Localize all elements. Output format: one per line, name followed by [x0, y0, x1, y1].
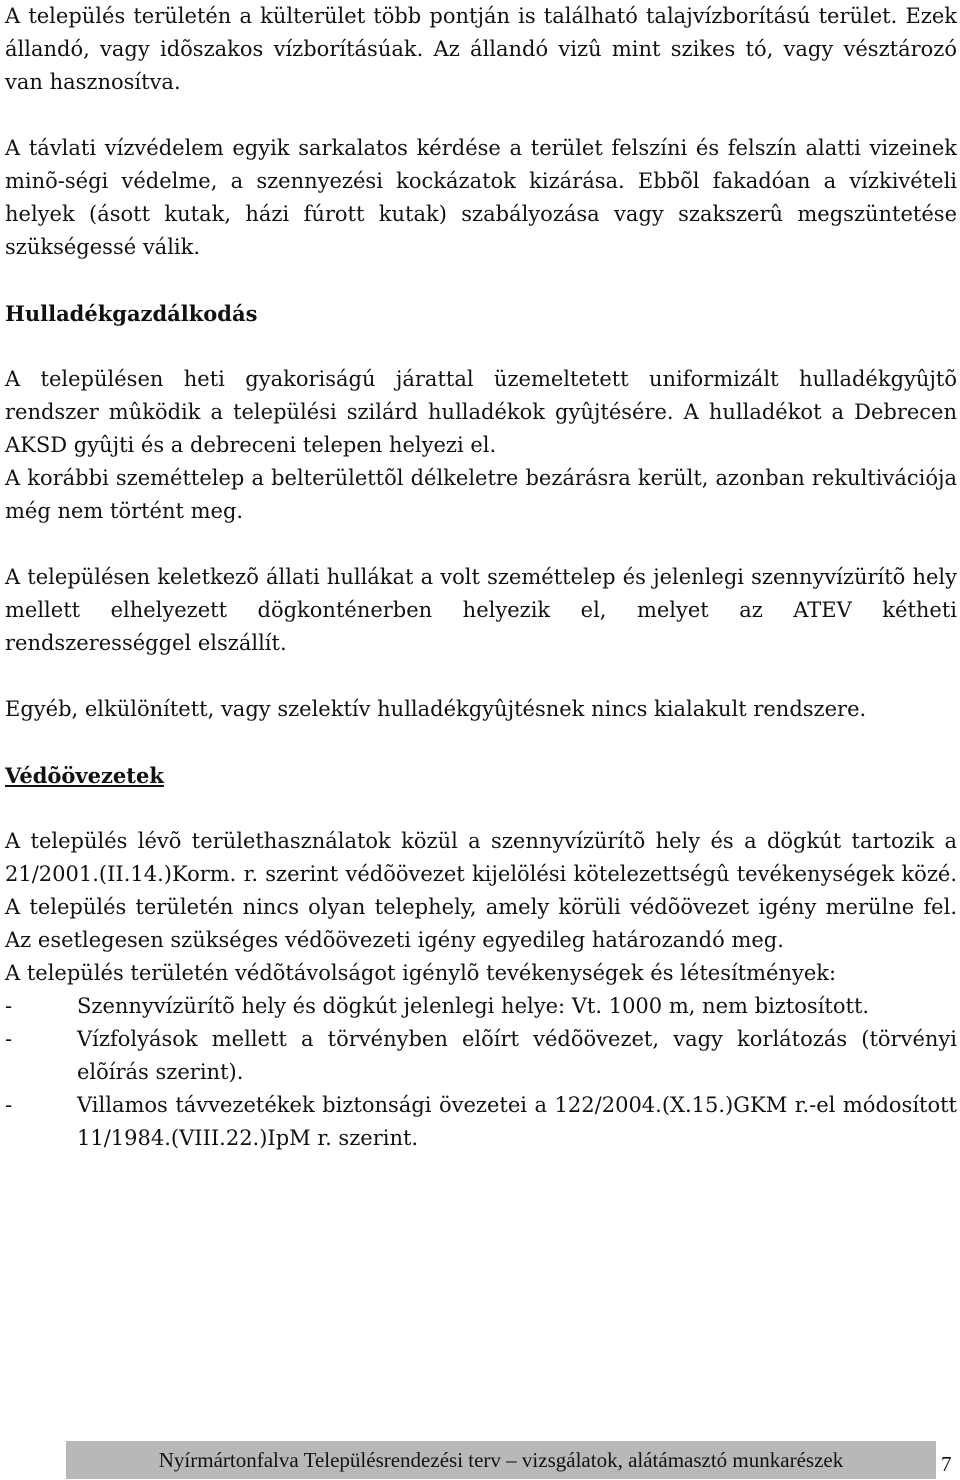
spacer: [5, 528, 957, 561]
spacer: [5, 264, 957, 297]
list-dash: -: [5, 994, 13, 1018]
paragraph-former-landfill: A korábbi szeméttelep a belterülettõl délkeletre bezárásra került, azonban rekultivációja még nem történt meg.: [5, 466, 957, 523]
spacer: [5, 726, 957, 759]
paragraph-waste-collection: A településen heti gyakoriságú járattal üzemeltetett uniformizált hulladékgyûjtõ rendszer mûködik a települési szilárd hulladékok gyûjtésére. A hulladékot a Debrecen AKSD gyûjti és a debreceni telepen helyezi el.: [5, 367, 957, 457]
list-item-text: Villamos távvezetékek biztonsági övezetei a 122/2004.(X.15.)GKM r.-el módosított 11/1984.(VIII.22.)IpM r. szerint.: [77, 1093, 957, 1150]
spacer: [5, 330, 957, 363]
list-item-text: Vízfolyások mellett a törvényben elõírt védõövezet, vagy korlátozás (törvényi elõírás szerint).: [77, 1027, 957, 1084]
paragraph-water-protection: A távlati vízvédelem egyik sarkalatos kérdése a terület felszíni és felszín alatti vizeinek minõ-ségi védelme, a szennyezési kockázatok kizárása. Ebbõl fakadóan a vízkivételi helyek (ásott kutak, házi fúrott kutak) szabályozása vagy szakszerû megszüntetése szükségessé válik.: [5, 136, 957, 259]
list-item: [5, 1023, 957, 1089]
list-item: [5, 1089, 957, 1155]
paragraph-protection-distance-intro: A település területén védõtávolságot igénylõ tevékenységek és létesítmények:: [5, 961, 837, 985]
paragraph-waterlogged-areas: A település területén a külterület több pontján is található talajvízborítású terület. Ezek állandó, vagy idõszakos vízborításúak. Az állandó vizû mint szikes tó, vagy vésztározó van hasznosítva.: [5, 4, 957, 94]
heading-waste-management: Hulladékgazdálkodás: [5, 301, 258, 326]
list-dash: -: [5, 1093, 13, 1117]
footer-text: Nyírmártonfalva Településrendezési terv – vizsgálatok, alátámasztó munkarészek: [158, 1447, 844, 1472]
document-page: [5, 0, 957, 1155]
page-number: 7: [941, 1452, 952, 1476]
list-item-text: Szennyvízürítõ hely és dögkút jelenlegi helye: Vt. 1000 m, nem biztosított.: [77, 994, 870, 1018]
spacer: [5, 792, 957, 825]
list-dash: -: [5, 1027, 13, 1051]
heading-protection-zones: Védõövezetek: [5, 763, 164, 788]
page-footer: [66, 1441, 936, 1479]
paragraph-selective-collection: Egyéb, elkülönített, vagy szelektív hulladékgyûjtésnek nincs kialakult rendszere.: [5, 697, 867, 721]
list-item: [5, 990, 957, 1023]
spacer: [5, 99, 957, 132]
paragraph-protection-zone-obligation: A település lévõ területhasználatok közül a szennyvízürítõ hely és a dögkút tartozik a 21/2001.(II.14.)Korm. r. szerint védõövezet kijelölési kötelezettségû tevékenységek közé. A település területén nincs olyan telephely, amely körüli védõövezet igény merülne fel. Az esetlegesen szükséges védõövezeti igény egyedileg határozandó meg.: [5, 829, 957, 952]
paragraph-animal-carcasses: A településen keletkezõ állati hullákat a volt szeméttelep és jelenlegi szennyvízürítõ hely mellett elhelyezett dögkonténerben helyezik el, melyet az ATEV kétheti rendszerességgel elszállít.: [5, 565, 957, 655]
spacer: [5, 660, 957, 693]
protection-distance-list: [5, 990, 957, 1155]
